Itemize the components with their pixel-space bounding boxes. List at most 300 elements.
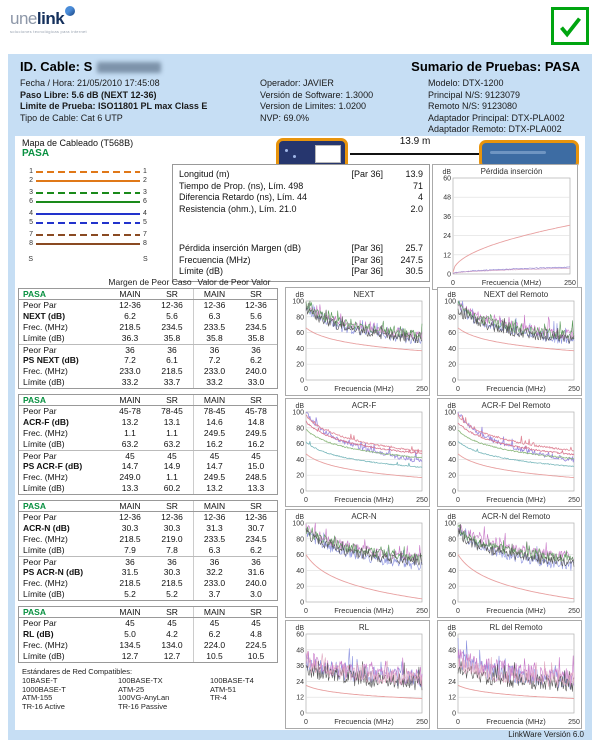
wiremap-status: PASA <box>22 148 50 159</box>
results-row <box>19 512 277 523</box>
group-header: Margen de Peor Caso <box>108 277 192 287</box>
wire-pin-right: S <box>143 256 148 263</box>
svg-text:0: 0 <box>300 599 304 607</box>
svg-text:36: 36 <box>448 663 456 671</box>
wire-pin-right: 3 <box>143 189 147 196</box>
svg-text:0: 0 <box>456 497 460 504</box>
header-field: Adaptador Remoto: DTX-PLA002 <box>428 124 562 134</box>
svg-text:0: 0 <box>452 599 456 607</box>
svg-text:40: 40 <box>448 567 456 575</box>
measurement-label: Longitud (m) <box>179 169 230 179</box>
cell-value: 33.7 <box>163 377 181 387</box>
svg-text:100: 100 <box>444 298 456 306</box>
cell-value: 31.6 <box>247 567 265 577</box>
svg-text:100: 100 <box>292 409 304 417</box>
standard-item: ATM-25 <box>118 684 145 694</box>
standards-column <box>118 677 210 711</box>
row-label: Límite (dB) <box>23 483 65 493</box>
cell-value: 218.5 <box>119 534 141 544</box>
logo-tagline: soluciones tecnológicas para internet <box>10 29 87 34</box>
wire-line <box>36 259 140 261</box>
header-info-column <box>428 78 580 136</box>
svg-text:dB: dB <box>447 514 456 521</box>
test-summary <box>411 59 580 74</box>
cell-value: 14.8 <box>247 417 265 427</box>
cell-value: 218.5 <box>119 322 141 332</box>
cell-value: 32.2 <box>193 567 235 578</box>
summary-label: Sumario de Pruebas: <box>411 59 542 74</box>
measurement-pair-ref <box>337 204 383 216</box>
row-label: PS NEXT (dB) <box>23 355 79 365</box>
header-field: Remoto N/S: 9123080 <box>428 101 518 111</box>
header-field: Version de Limites: 1.0200 <box>260 101 367 111</box>
svg-text:RL del Remoto: RL del Remoto <box>489 623 543 632</box>
svg-text:Frecuencia (MHz): Frecuencia (MHz) <box>486 495 546 504</box>
report-header <box>8 54 592 136</box>
cell-value: 36 <box>251 557 261 567</box>
results-row <box>19 651 277 662</box>
header-field: Operador: JAVIER <box>260 78 334 88</box>
results-row <box>19 589 277 600</box>
cell-value: 224.5 <box>245 640 267 650</box>
cell-value: 6.1 <box>166 355 178 365</box>
svg-text:Pérdida inserción: Pérdida inserción <box>480 167 543 176</box>
svg-text:RL: RL <box>358 623 370 632</box>
pass-check-icon <box>551 7 589 45</box>
cell-value: 14.6 <box>193 417 235 428</box>
header-field: Versión de Software: 1.3000 <box>260 89 374 100</box>
results-row <box>19 567 277 578</box>
svg-text:40: 40 <box>448 456 456 464</box>
svg-text:40: 40 <box>448 345 456 353</box>
cell-value: 12-36 <box>161 300 183 310</box>
results-row <box>19 439 277 450</box>
row-label: Límite (dB) <box>23 439 65 449</box>
svg-text:12: 12 <box>443 252 451 260</box>
svg-text:250: 250 <box>416 719 428 726</box>
row-label: Frec. (MHz) <box>23 640 68 650</box>
svg-text:60: 60 <box>296 441 304 449</box>
cable-id <box>20 59 161 74</box>
measurement-row <box>179 204 423 216</box>
cell-value: 1.1 <box>124 428 136 438</box>
results-row <box>19 311 277 322</box>
cell-value: 45 <box>125 618 135 628</box>
measurement-value: 13.9 <box>405 169 423 179</box>
row-label: Peor Par <box>23 406 57 416</box>
cell-value: 134.5 <box>119 640 141 650</box>
device-detail-dot <box>285 149 288 152</box>
measurement-pair-ref: [Par 36] <box>351 254 383 265</box>
wiremap-row <box>24 255 152 264</box>
chart-acrf <box>285 398 430 507</box>
row-label: Frec. (MHz) <box>23 472 68 482</box>
results-row <box>19 461 277 472</box>
cell-value: 36 <box>193 345 235 355</box>
cell-value: 224.0 <box>193 640 235 651</box>
measurement-label: Pérdida inserción Margen (dB) <box>179 243 302 253</box>
cell-value: 4.2 <box>166 629 178 639</box>
measurement-summary-box <box>172 164 430 282</box>
status-pasa: PASA <box>23 607 46 617</box>
svg-text:0: 0 <box>452 488 456 496</box>
wire-pin-right: 5 <box>143 219 147 226</box>
chart-acrn-remoto <box>437 509 582 618</box>
wire-pin-right: 2 <box>143 177 147 184</box>
results-block-header <box>19 607 277 618</box>
wire-line <box>36 201 140 203</box>
logo-text-une: une <box>10 9 37 28</box>
cell-value: 14.7 <box>121 461 139 471</box>
row-label: ACR-F (dB) <box>23 417 69 427</box>
wire-pin-right: 4 <box>143 210 147 217</box>
standards-columns <box>22 677 280 711</box>
cell-value: 33.2 <box>193 377 235 388</box>
cell-value: 249.0 <box>119 472 141 482</box>
cell-value: 234.5 <box>245 322 267 332</box>
svg-text:80: 80 <box>448 314 456 322</box>
chart-svg <box>438 621 581 728</box>
results-row <box>19 333 277 344</box>
wire-pin-left: 1 <box>29 168 33 175</box>
svg-text:60: 60 <box>448 330 456 338</box>
svg-text:dB: dB <box>295 625 304 632</box>
standard-item: ATM-51 <box>210 684 237 694</box>
cell-value: 6.2 <box>124 311 136 321</box>
measurement-pair-ref <box>337 192 383 204</box>
wire-pin-left: 4 <box>29 210 33 217</box>
measurement-row <box>179 169 423 181</box>
cell-value: 36 <box>125 557 135 567</box>
cell-value: 233.0 <box>119 366 141 376</box>
cell-value: 10.5 <box>247 651 265 661</box>
standard-item: TR-16 Active <box>22 701 65 711</box>
svg-text:24: 24 <box>448 678 456 686</box>
wiremap-row <box>24 188 152 197</box>
cell-value: 60.2 <box>163 483 181 493</box>
svg-text:ACR-F: ACR-F <box>351 401 377 410</box>
cell-value: 12.7 <box>163 651 181 661</box>
cable-id-redacted <box>97 62 161 73</box>
cell-value: 10.5 <box>193 651 235 662</box>
standards-column <box>22 677 118 711</box>
results-row <box>19 640 277 651</box>
row-label: PS ACR-N (dB) <box>23 567 84 577</box>
results-row <box>19 377 277 388</box>
wire-line <box>36 192 140 194</box>
svg-text:20: 20 <box>448 472 456 480</box>
svg-text:0: 0 <box>300 377 304 385</box>
standard-item: 100BASE-T4 <box>210 676 254 686</box>
svg-text:250: 250 <box>416 608 428 615</box>
col-header: MAIN <box>119 607 141 617</box>
svg-text:250: 250 <box>568 719 580 726</box>
svg-text:36: 36 <box>443 213 451 221</box>
svg-text:12: 12 <box>448 694 456 702</box>
cell-value: 78-45 <box>161 406 183 416</box>
svg-text:20: 20 <box>448 583 456 591</box>
col-header: SR <box>166 607 178 617</box>
group-header: Valor de Peor Valor <box>197 277 271 287</box>
row-label: Límite (dB) <box>23 545 65 555</box>
cell-value: 233.5 <box>193 534 235 545</box>
device-detail-stripe <box>490 151 546 154</box>
wire-pin-left: 8 <box>29 240 33 247</box>
results-row <box>19 428 277 439</box>
results-row <box>19 629 277 640</box>
standard-item: 10BASE-T <box>22 676 58 686</box>
wire-pin-left: 6 <box>29 198 33 205</box>
cell-value: 36.3 <box>121 333 139 343</box>
svg-text:0: 0 <box>456 719 460 726</box>
cell-value: 13.1 <box>163 417 181 427</box>
cell-value: 35.8 <box>163 333 181 343</box>
wiremap-row <box>24 197 152 206</box>
svg-text:80: 80 <box>296 314 304 322</box>
wire-line <box>36 171 140 173</box>
svg-text:0: 0 <box>304 608 308 615</box>
col-header: MAIN <box>193 501 235 511</box>
header-field: Paso Libre: 5.6 dB (NEXT 12-36) <box>20 89 157 100</box>
row-label: Peor Par <box>23 618 57 628</box>
cell-value: 31.5 <box>121 567 139 577</box>
cell-value: 249.5 <box>193 428 235 439</box>
standard-item: TR-4 <box>210 693 227 703</box>
svg-text:80: 80 <box>448 425 456 433</box>
svg-text:dB: dB <box>295 292 304 299</box>
row-label: Límite (dB) <box>23 589 65 599</box>
header-field: Modelo: DTX-1200 <box>428 78 504 88</box>
footer-version: LinkWare Versión 6.0 <box>508 730 584 739</box>
results-block-header <box>19 501 277 512</box>
results-block-header <box>19 395 277 406</box>
svg-text:250: 250 <box>568 497 580 504</box>
chart-rl <box>285 620 430 729</box>
cell-value: 36 <box>125 345 135 355</box>
svg-text:20: 20 <box>296 583 304 591</box>
wiremap-title: Mapa de Cableado (T568B) <box>22 138 134 148</box>
col-header: SR <box>250 395 262 405</box>
row-label: ACR-N (dB) <box>23 523 70 533</box>
cell-value: 16.2 <box>193 439 235 450</box>
svg-text:Frecuencia (MHz): Frecuencia (MHz) <box>486 717 546 726</box>
wire-pin-left: 5 <box>29 219 33 226</box>
results-row <box>19 417 277 428</box>
svg-text:0: 0 <box>304 497 308 504</box>
cell-value: 16.2 <box>247 439 265 449</box>
cell-value: 218.5 <box>161 578 183 588</box>
measurement-label: Resistencia (ohm.), Lím. 21.0 <box>179 203 297 214</box>
svg-text:48: 48 <box>443 194 451 202</box>
cell-value: 6.2 <box>250 545 262 555</box>
svg-text:0: 0 <box>447 271 451 279</box>
cell-value: 36 <box>167 557 177 567</box>
cell-value: 14.9 <box>163 461 181 471</box>
cell-value: 240.0 <box>245 366 267 376</box>
svg-text:dB: dB <box>447 403 456 410</box>
results-row <box>19 472 277 483</box>
cell-value: 4.8 <box>250 629 262 639</box>
chart-svg <box>433 165 577 289</box>
col-header: MAIN <box>119 289 141 299</box>
cell-value: 6.3 <box>193 545 235 556</box>
svg-text:ACR-N: ACR-N <box>351 512 377 521</box>
results-row <box>19 322 277 333</box>
svg-text:ACR-F Del Remoto: ACR-F Del Remoto <box>481 401 551 410</box>
svg-text:48: 48 <box>448 647 456 655</box>
cell-value: 12-36 <box>119 300 141 310</box>
wire-line <box>36 213 140 215</box>
wiremap-row <box>24 167 152 176</box>
cell-value: 36 <box>167 345 177 355</box>
cell-value: 63.2 <box>121 439 139 449</box>
logo-text-link: link <box>36 9 65 28</box>
results-row <box>19 344 277 355</box>
svg-text:60: 60 <box>296 330 304 338</box>
cell-value: 14.7 <box>193 461 235 472</box>
svg-text:dB: dB <box>295 514 304 521</box>
svg-text:60: 60 <box>448 552 456 560</box>
device-detail-dot <box>293 155 296 158</box>
header-info-column <box>20 78 260 136</box>
results-row <box>19 355 277 366</box>
cell-value: 12-36 <box>245 512 267 522</box>
svg-text:dB: dB <box>442 169 451 176</box>
cell-value: 12-36 <box>119 512 141 522</box>
svg-text:dB: dB <box>295 403 304 410</box>
cell-value: 13.3 <box>121 483 139 493</box>
col-header: MAIN <box>193 289 235 299</box>
svg-text:Frecuencia (MHz): Frecuencia (MHz) <box>486 606 546 615</box>
cell-value: 7.2 <box>193 355 235 366</box>
wiremap-row <box>24 239 152 248</box>
wire-line <box>36 180 140 182</box>
row-label: Peor Par <box>23 512 57 522</box>
measurement-row <box>179 266 423 278</box>
cell-value: 233.0 <box>193 366 235 377</box>
unelink-logo <box>10 9 87 34</box>
measurement-value: 25.7 <box>405 243 423 253</box>
row-label: Frec. (MHz) <box>23 366 68 376</box>
cell-value: 5.6 <box>250 311 262 321</box>
standards-title: Estándares de Red Compatibles: <box>22 667 133 676</box>
svg-text:Frecuencia (MHz): Frecuencia (MHz) <box>334 495 394 504</box>
checkmark-glyph <box>557 13 584 40</box>
status-pasa: PASA <box>23 289 46 299</box>
measurement-value: 2.0 <box>410 203 423 214</box>
cell-value: 13.3 <box>247 483 265 493</box>
cell-value: 234.5 <box>161 322 183 332</box>
wire-pin-right: 1 <box>143 168 147 175</box>
measurement-value: 30.5 <box>405 266 423 276</box>
row-label: Límite (dB) <box>23 377 65 387</box>
cell-value: 15.0 <box>247 461 265 471</box>
measurement-pair-ref <box>337 181 383 193</box>
cell-value: 3.0 <box>250 589 262 599</box>
row-label: Peor Par <box>23 557 57 567</box>
wire-line <box>36 222 140 224</box>
chart-svg <box>286 621 429 728</box>
cell-value: 12.7 <box>121 651 139 661</box>
cell-value: 30.3 <box>163 567 181 577</box>
header-info-column <box>260 78 428 136</box>
header-field: Adaptador Principal: DTX-PLA002 <box>428 112 565 123</box>
wire-pin-left: 3 <box>29 189 33 196</box>
cell-value: 35.8 <box>247 333 265 343</box>
standard-item: ATM-155 <box>22 693 53 703</box>
svg-text:0: 0 <box>304 719 308 726</box>
cell-value: 233.5 <box>193 322 235 333</box>
results-row <box>19 618 277 629</box>
cell-value: 5.0 <box>124 629 136 639</box>
header-field: Limite de Prueba: ISO11801 PL max Class E <box>20 101 208 111</box>
cell-value: 13.2 <box>121 417 139 427</box>
cell-value: 30.7 <box>247 523 265 533</box>
col-header: MAIN <box>193 395 235 405</box>
wiremap-row <box>24 218 152 227</box>
cell-value: 45 <box>193 618 235 629</box>
wire-pin-left: 2 <box>29 177 33 184</box>
right-border-strip <box>585 136 592 740</box>
svg-text:NEXT: NEXT <box>353 290 375 299</box>
logo-globe-icon <box>65 6 75 16</box>
measurement-gap <box>179 215 423 243</box>
measurement-label: Frecuencia (MHz) <box>179 254 251 265</box>
cell-value: 31.3 <box>193 523 235 534</box>
cell-value: 7.2 <box>124 355 136 365</box>
wire-pin-left: 7 <box>29 231 33 238</box>
svg-text:Frecuencia (MHz): Frecuencia (MHz) <box>334 606 394 615</box>
cell-value: 45 <box>251 451 261 461</box>
svg-text:100: 100 <box>292 520 304 528</box>
chart-next-remoto <box>437 287 582 396</box>
tester-screen <box>315 145 341 163</box>
results-block <box>18 500 278 601</box>
row-label: NEXT (dB) <box>23 311 66 321</box>
cell-value: 78-45 <box>193 406 235 417</box>
chart-svg <box>438 288 581 395</box>
svg-text:Frecuencia (MHz): Frecuencia (MHz) <box>486 384 546 393</box>
cell-value: 33.2 <box>121 377 139 387</box>
svg-text:250: 250 <box>568 608 580 615</box>
results-block-header <box>19 289 277 300</box>
results-row <box>19 523 277 534</box>
results-group-headers <box>18 277 281 288</box>
header-info-columns <box>8 76 592 136</box>
svg-text:80: 80 <box>296 425 304 433</box>
results-table <box>18 277 281 668</box>
svg-text:100: 100 <box>292 298 304 306</box>
row-label: Límite (dB) <box>23 333 65 343</box>
svg-text:0: 0 <box>456 608 460 615</box>
cable-id-value: S <box>83 59 93 74</box>
chart-svg <box>438 510 581 617</box>
measurement-value: 4 <box>417 192 423 202</box>
results-row <box>19 545 277 556</box>
measurement-label: Tiempo de Prop. (ns), Lím. 498 <box>179 180 304 191</box>
chart-svg <box>286 399 429 506</box>
measurement-label: Límite (dB) <box>179 266 224 276</box>
measurement-row <box>179 181 423 193</box>
svg-text:24: 24 <box>296 678 304 686</box>
svg-text:dB: dB <box>447 625 456 632</box>
svg-text:60: 60 <box>443 175 451 183</box>
cell-value: 218.5 <box>119 578 141 588</box>
cell-value: 12-36 <box>161 512 183 522</box>
standard-item: 100BASE-TX <box>118 676 163 686</box>
header-field: Fecha / Hora: 21/05/2010 17:45:08 <box>20 78 160 88</box>
svg-text:Frecuencia (MHz): Frecuencia (MHz) <box>334 717 394 726</box>
